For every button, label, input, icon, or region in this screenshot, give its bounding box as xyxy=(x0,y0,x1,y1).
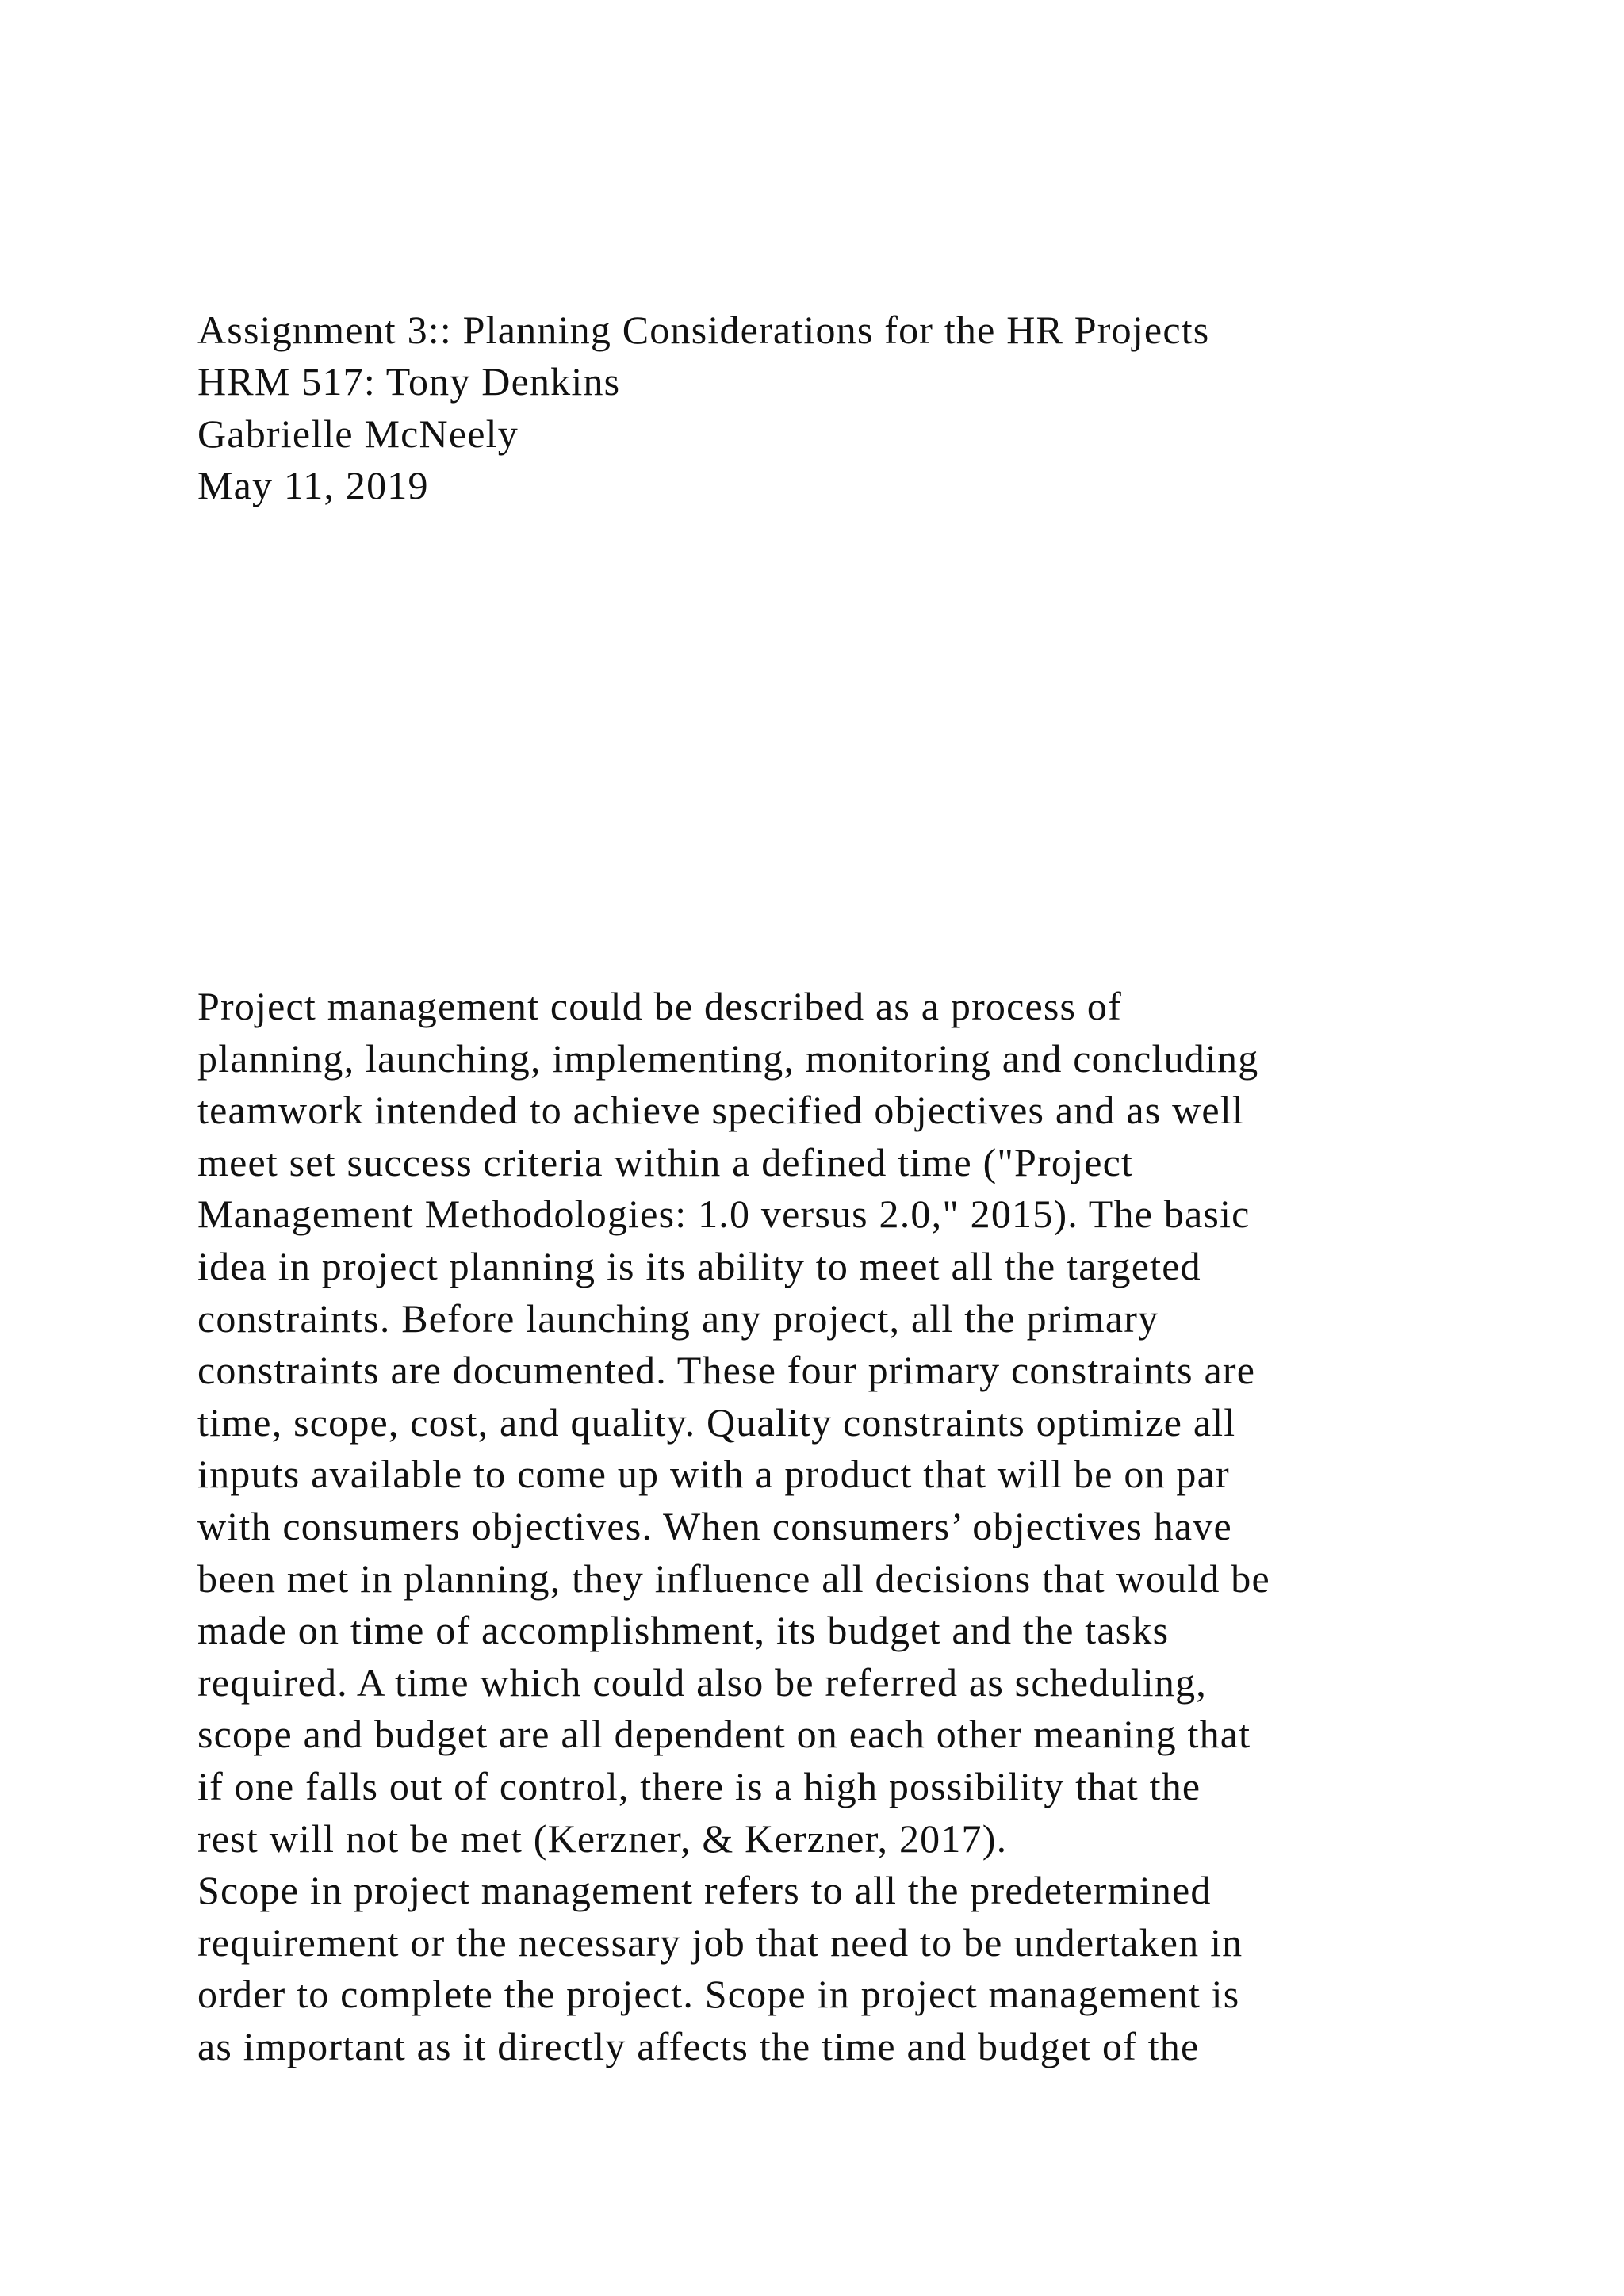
body-line: required. A time which could also be referred as scheduling, xyxy=(197,1659,1208,1705)
body-line: been met in planning, they influence all decisions that would be xyxy=(197,1556,1270,1601)
body-text xyxy=(197,981,1498,2072)
body-line: made on time of accomplishment, its budget and the tasks xyxy=(197,1608,1170,1653)
course-line: HRM 517: Tony Denkins xyxy=(197,359,621,404)
body-line: scope and budget are all dependent on each other meaning that xyxy=(197,1712,1251,1757)
author-name: Gabrielle McNeely xyxy=(197,411,519,456)
document-header xyxy=(197,304,1498,512)
body-line: Project management could be described as a process of xyxy=(197,984,1122,1028)
body-line: Scope in project management refers to all the predetermined xyxy=(197,1868,1212,1913)
body-line: constraints are documented. These four primary constraints are xyxy=(197,1348,1256,1393)
body-line: time, scope, cost, and quality. Quality constraints optimize all xyxy=(197,1399,1236,1445)
body-line: inputs available to come up with a product that will be on par xyxy=(197,1452,1230,1497)
body-line: teamwork intended to achieve specified objectives and as well xyxy=(197,1088,1244,1133)
body-line: idea in project planning is its ability to meet all the targeted xyxy=(197,1243,1201,1288)
body-line: meet set success criteria within a defined time ("Project xyxy=(197,1139,1134,1184)
document-date: May 11, 2019 xyxy=(197,463,429,508)
document-title: Assignment 3:: Planning Considerations for the HR Projects xyxy=(197,308,1210,352)
body-line: as important as it directly affects the time and budget of the xyxy=(197,2023,1200,2068)
body-line: order to complete the project. Scope in project management is xyxy=(197,1972,1240,2017)
body-line: if one falls out of control, there is a high possibility that the xyxy=(197,1763,1201,1808)
body-line: planning, launching, implementing, monitoring and concluding xyxy=(197,1035,1259,1081)
body-line: constraints. Before launching any project, all the primary xyxy=(197,1295,1159,1341)
body-line: rest will not be met (Kerzner, & Kerzner, 2017). xyxy=(197,1816,1008,1861)
body-line: requirement or the necessary job that need to be undertaken in xyxy=(197,1919,1243,1965)
body-line: Management Methodologies: 1.0 versus 2.0," 2015). The basic xyxy=(197,1192,1251,1237)
body-line: with consumers objectives. When consumers’ objectives have xyxy=(197,1503,1232,1548)
